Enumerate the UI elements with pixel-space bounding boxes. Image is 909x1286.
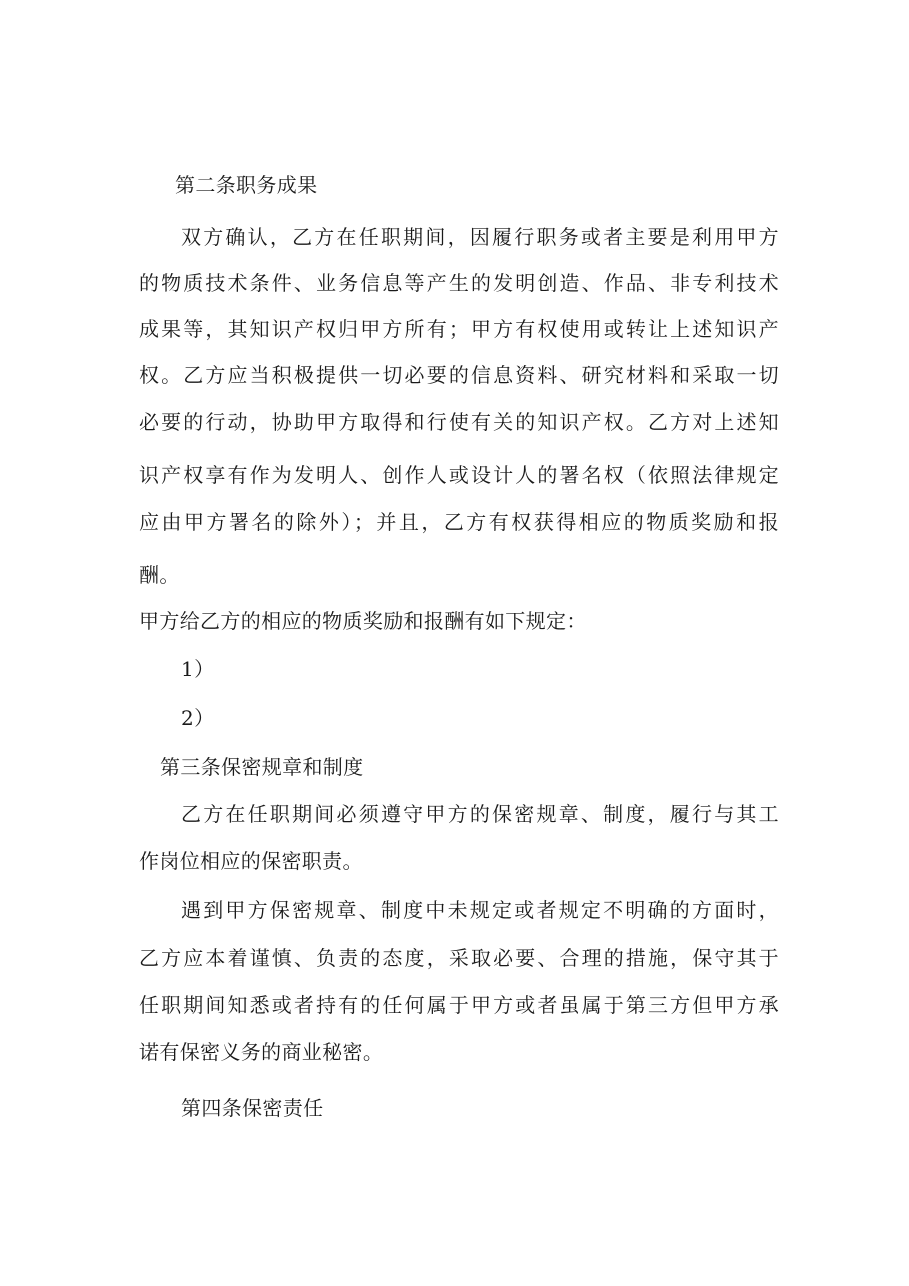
article-2-paragraph-line: 成果等，其知识产权归甲方所有；甲方有权使用或转让上述知识产 — [139, 317, 779, 341]
article-2-paragraph-line: 必要的行动，协助甲方取得和行使有关的知识产权。乙方对上述知 — [139, 410, 779, 434]
article-3-paragraph-line: 遇到甲方保密规章、制度中未规定或者规定不明确的方面时， — [181, 898, 779, 922]
article-3-heading: 第三条保密规章和制度 — [160, 755, 364, 779]
article-3-paragraph-line: 乙方在任职期间必须遵守甲方的保密规章、制度，履行与其工 — [181, 802, 779, 826]
article-2-paragraph-line: 应由甲方署名的除外）；并且，乙方有权获得相应的物质奖励和报 — [139, 510, 779, 534]
article-3-paragraph-line: 任职期间知悉或者持有的任何属于甲方或者虽属于第三方但甲方承 — [139, 993, 779, 1017]
article-2-heading: 第二条职务成果 — [175, 173, 318, 197]
article-2-paragraph-line: 的物质技术条件、业务信息等产生的发明创造、作品、非专利技术 — [139, 271, 779, 295]
article-3-paragraph-line: 诺有保密义务的商业秘密。 — [139, 1040, 384, 1064]
reward-intro: 甲方给乙方的相应的物质奖励和报酬有如下规定： — [139, 609, 587, 633]
reward-item-1: 1） — [181, 657, 215, 681]
article-4-heading: 第四条保密责任 — [181, 1096, 324, 1120]
article-3-paragraph-line: 乙方应本着谨慎、负责的态度，采取必要、合理的措施，保守其于 — [139, 946, 779, 970]
article-2-paragraph-line: 酬。 — [139, 563, 180, 587]
article-3-paragraph-line: 作岗位相应的保密职责。 — [139, 849, 363, 873]
reward-item-2: 2） — [181, 706, 215, 730]
article-2-paragraph-line: 识产权享有作为发明人、创作人或设计人的署名权（依照法律规定 — [139, 463, 779, 487]
article-2-paragraph-line: 权。乙方应当积极提供一切必要的信息资料、研究材料和采取一切 — [139, 363, 779, 387]
article-2-paragraph-line: 双方确认，乙方在任职期间，因履行职务或者主要是利用甲方 — [181, 225, 779, 249]
